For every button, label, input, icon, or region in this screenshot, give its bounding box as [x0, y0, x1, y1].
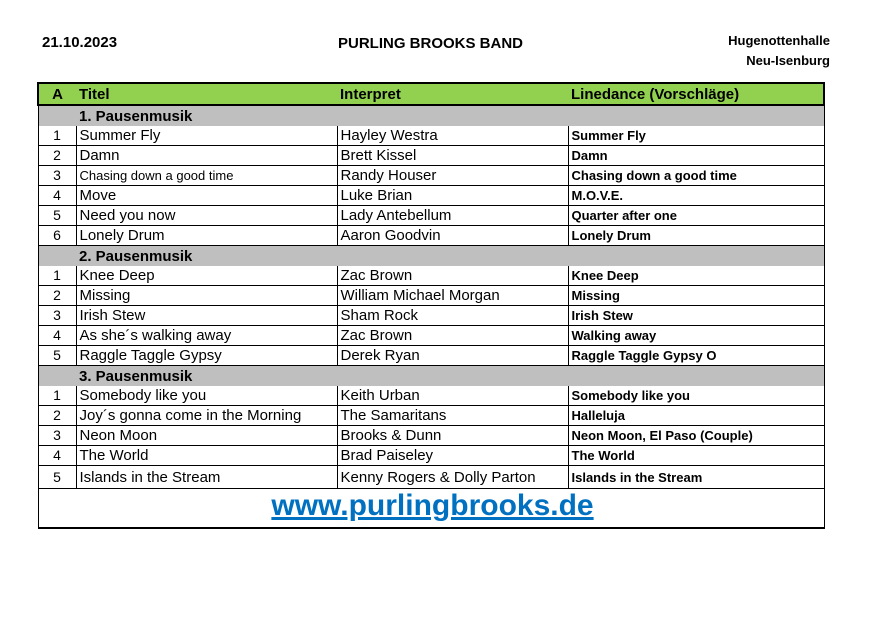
table-row: [38, 406, 824, 426]
section-spacer: [568, 105, 824, 126]
song-number: 1: [38, 266, 76, 286]
linedance-suggestion: Neon Moon, El Paso (Couple): [568, 426, 824, 446]
linedance-suggestion: Quarter after one: [568, 206, 824, 226]
linedance-suggestion: Walking away: [568, 326, 824, 346]
table-row: [38, 346, 824, 366]
song-number: 1: [38, 386, 76, 406]
song-artist: Keith Urban: [337, 386, 568, 406]
linedance-suggestion: The World: [568, 446, 824, 466]
song-artist: Aaron Goodvin: [337, 226, 568, 246]
section-spacer: [337, 246, 568, 267]
song-number: 5: [38, 466, 76, 489]
song-artist: Zac Brown: [337, 326, 568, 346]
venue-name: Hugenottenhalle: [728, 33, 830, 48]
song-number: 1: [38, 126, 76, 146]
section-spacer: [337, 105, 568, 126]
linedance-suggestion: Islands in the Stream: [568, 466, 824, 489]
linedance-suggestion: Chasing down a good time: [568, 166, 824, 186]
song-title: Need you now: [76, 206, 337, 226]
linedance-suggestion: Missing: [568, 286, 824, 306]
linedance-suggestion: Irish Stew: [568, 306, 824, 326]
song-artist: Brooks & Dunn: [337, 426, 568, 446]
venue-city: Neu-Isenburg: [746, 53, 830, 68]
song-title: As she´s walking away: [76, 326, 337, 346]
song-artist: Luke Brian: [337, 186, 568, 206]
song-title: Raggle Taggle Gypsy: [76, 346, 337, 366]
band-title: PURLING BROOKS BAND: [338, 35, 524, 52]
table-row: [38, 466, 824, 489]
song-number: 6: [38, 226, 76, 246]
song-number: 3: [38, 166, 76, 186]
section-spacer: [568, 246, 824, 267]
song-title: Neon Moon: [76, 426, 337, 446]
footer-cell: [38, 489, 824, 529]
table-row: [38, 146, 824, 166]
event-date: 21.10.2023: [42, 34, 118, 51]
table-header-row: [38, 83, 824, 105]
song-artist: Lady Antebellum: [337, 206, 568, 226]
song-number: 4: [38, 186, 76, 206]
table-row: [38, 266, 824, 286]
song-artist: Kenny Rogers & Dolly Parton: [337, 466, 568, 489]
section-label: 1. Pausenmusik: [76, 105, 337, 126]
song-number: 2: [38, 146, 76, 166]
section-spacer: [38, 366, 76, 387]
song-title: Move: [76, 186, 337, 206]
song-number: 3: [38, 306, 76, 326]
setlist-table: [37, 82, 825, 529]
song-number: 3: [38, 426, 76, 446]
section-row: [38, 246, 824, 267]
song-title: Summer Fly: [76, 126, 337, 146]
website-link[interactable]: www.purlingbrooks.de: [271, 489, 594, 522]
table-row: [38, 186, 824, 206]
linedance-suggestion: Knee Deep: [568, 266, 824, 286]
section-spacer: [38, 105, 76, 126]
song-number: 4: [38, 446, 76, 466]
table-row: [38, 306, 824, 326]
table-row: [38, 126, 824, 146]
column-header-artist: Interpret: [337, 83, 568, 105]
song-artist: Randy Houser: [337, 166, 568, 186]
section-row: [38, 366, 824, 387]
song-title: Joy´s gonna come in the Morning: [76, 406, 337, 426]
column-header-dance: Linedance (Vorschläge): [568, 83, 824, 105]
song-artist: Sham Rock: [337, 306, 568, 326]
linedance-suggestion: M.O.V.E.: [568, 186, 824, 206]
song-number: 2: [38, 286, 76, 306]
song-artist: Brett Kissel: [337, 146, 568, 166]
table-row: [38, 286, 824, 306]
song-title: Chasing down a good time: [76, 166, 337, 186]
linedance-suggestion: Halleluja: [568, 406, 824, 426]
song-title: Lonely Drum: [76, 226, 337, 246]
song-title: Somebody like you: [76, 386, 337, 406]
section-spacer: [337, 366, 568, 387]
section-label: 2. Pausenmusik: [76, 246, 337, 267]
footer-row: [38, 489, 824, 529]
linedance-suggestion: Somebody like you: [568, 386, 824, 406]
column-header-title: Titel: [76, 83, 337, 105]
table-row: [38, 446, 824, 466]
song-artist: Brad Paiseley: [337, 446, 568, 466]
song-title: Knee Deep: [76, 266, 337, 286]
section-label: 3. Pausenmusik: [76, 366, 337, 387]
song-artist: William Michael Morgan: [337, 286, 568, 306]
section-spacer: [568, 366, 824, 387]
song-artist: The Samaritans: [337, 406, 568, 426]
linedance-suggestion: Lonely Drum: [568, 226, 824, 246]
table-row: [38, 166, 824, 186]
song-title: Missing: [76, 286, 337, 306]
table-row: [38, 426, 824, 446]
section-row: [38, 105, 824, 126]
song-artist: Derek Ryan: [337, 346, 568, 366]
song-artist: Hayley Westra: [337, 126, 568, 146]
table-row: [38, 206, 824, 226]
linedance-suggestion: Raggle Taggle Gypsy O: [568, 346, 824, 366]
song-title: Damn: [76, 146, 337, 166]
song-number: 5: [38, 206, 76, 226]
section-spacer: [38, 246, 76, 267]
song-artist: Zac Brown: [337, 266, 568, 286]
table-row: [38, 226, 824, 246]
table-row: [38, 386, 824, 406]
linedance-suggestion: Damn: [568, 146, 824, 166]
song-number: 2: [38, 406, 76, 426]
song-title: Islands in the Stream: [76, 466, 337, 489]
table-row: [38, 326, 824, 346]
column-header-a: A: [38, 83, 76, 105]
song-title: Irish Stew: [76, 306, 337, 326]
song-number: 4: [38, 326, 76, 346]
song-number: 5: [38, 346, 76, 366]
linedance-suggestion: Summer Fly: [568, 126, 824, 146]
song-title: The World: [76, 446, 337, 466]
